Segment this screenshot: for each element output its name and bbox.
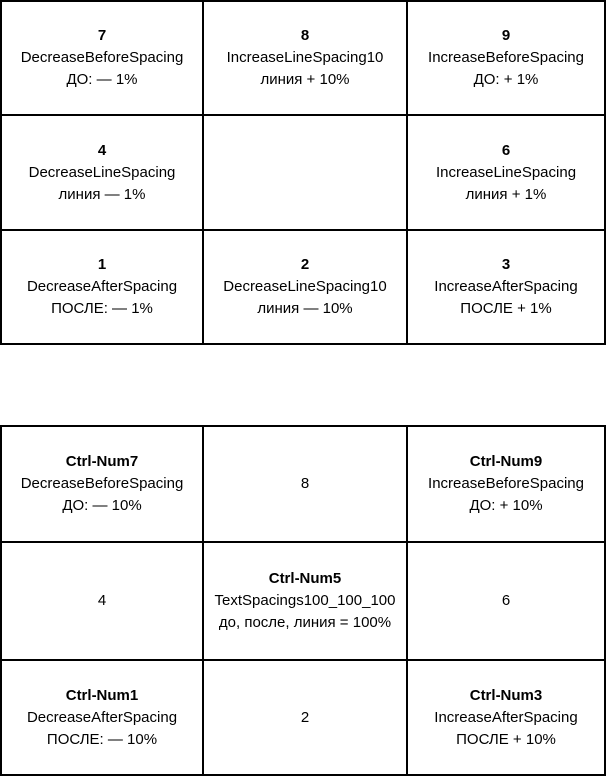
description-label: линия + 10% bbox=[260, 71, 350, 88]
key-label: 6 bbox=[501, 141, 511, 159]
plain-key-label: 6 bbox=[501, 592, 511, 609]
plain-key-label: 2 bbox=[300, 708, 310, 726]
command-label: DecreaseLineSpacing bbox=[28, 163, 176, 181]
plain-key-label: 8 bbox=[300, 475, 310, 492]
cell-ctrl-num1 bbox=[0, 659, 202, 776]
command-label: IncreaseLineSpacing10 bbox=[226, 49, 384, 66]
cell-num8 bbox=[202, 0, 406, 114]
command-label: IncreaseBeforeSpacing bbox=[428, 49, 584, 66]
description-label: ДО: — 10% bbox=[62, 497, 142, 514]
command-label: DecreaseBeforeSpacing bbox=[20, 49, 184, 66]
description-label: линия — 10% bbox=[257, 300, 353, 317]
cell-num9 bbox=[406, 0, 606, 114]
description-label: линия + 1% bbox=[465, 185, 547, 203]
command-label: IncreaseAfterSpacing bbox=[434, 278, 578, 295]
command-label: TextSpacings100_100_100 bbox=[214, 592, 396, 609]
numpad-grid-plain bbox=[0, 0, 606, 345]
cell-num6 bbox=[406, 114, 606, 229]
key-label: Ctrl-Num3 bbox=[469, 686, 543, 704]
key-label: 7 bbox=[97, 27, 107, 44]
description-label: ДО: + 10% bbox=[469, 497, 543, 514]
command-label: DecreaseBeforeSpacing bbox=[20, 475, 184, 492]
cell-ctrl-num3 bbox=[406, 659, 606, 776]
key-label: 4 bbox=[97, 141, 107, 159]
cell-num3 bbox=[406, 229, 606, 345]
description-label: линия — 1% bbox=[58, 185, 146, 203]
command-label: DecreaseAfterSpacing bbox=[26, 278, 178, 295]
plain-key-label: 4 bbox=[97, 592, 107, 609]
key-label: 1 bbox=[97, 256, 107, 273]
command-label: IncreaseLineSpacing bbox=[435, 163, 577, 181]
cell-num5-empty bbox=[202, 114, 406, 229]
cell-ctrl-num4 bbox=[0, 541, 202, 659]
command-label: DecreaseAfterSpacing bbox=[26, 708, 178, 726]
key-label: Ctrl-Num5 bbox=[268, 570, 342, 587]
command-label: IncreaseBeforeSpacing bbox=[428, 475, 584, 492]
cell-num4 bbox=[0, 114, 202, 229]
cell-ctrl-num8 bbox=[202, 425, 406, 541]
numpad-grid-ctrl bbox=[0, 425, 606, 776]
description-label: ПОСЛЕ + 1% bbox=[460, 300, 552, 317]
key-label: 9 bbox=[501, 27, 511, 44]
cell-ctrl-num7 bbox=[0, 425, 202, 541]
description-label: до, после, линия = 100% bbox=[218, 614, 392, 631]
cell-num2 bbox=[202, 229, 406, 345]
key-label: 8 bbox=[300, 27, 310, 44]
cell-ctrl-num2 bbox=[202, 659, 406, 776]
key-label: Ctrl-Num7 bbox=[65, 453, 139, 470]
cell-num1 bbox=[0, 229, 202, 345]
key-label: Ctrl-Num9 bbox=[469, 453, 543, 470]
description-label: ПОСЛЕ: — 1% bbox=[51, 300, 153, 317]
command-label: IncreaseAfterSpacing bbox=[434, 708, 578, 726]
key-label: 2 bbox=[300, 256, 310, 273]
description-label: ПОСЛЕ: — 10% bbox=[46, 730, 158, 748]
cell-ctrl-num5 bbox=[202, 541, 406, 659]
description-label: ДО: — 1% bbox=[66, 71, 138, 88]
cell-num7 bbox=[0, 0, 202, 114]
description-label: ДО: + 1% bbox=[473, 71, 539, 88]
cell-ctrl-num6 bbox=[406, 541, 606, 659]
key-label: Ctrl-Num1 bbox=[65, 686, 139, 704]
command-label: DecreaseLineSpacing10 bbox=[223, 278, 387, 295]
description-label: ПОСЛЕ + 10% bbox=[456, 730, 556, 748]
key-label: 3 bbox=[501, 256, 511, 273]
cell-ctrl-num9 bbox=[406, 425, 606, 541]
